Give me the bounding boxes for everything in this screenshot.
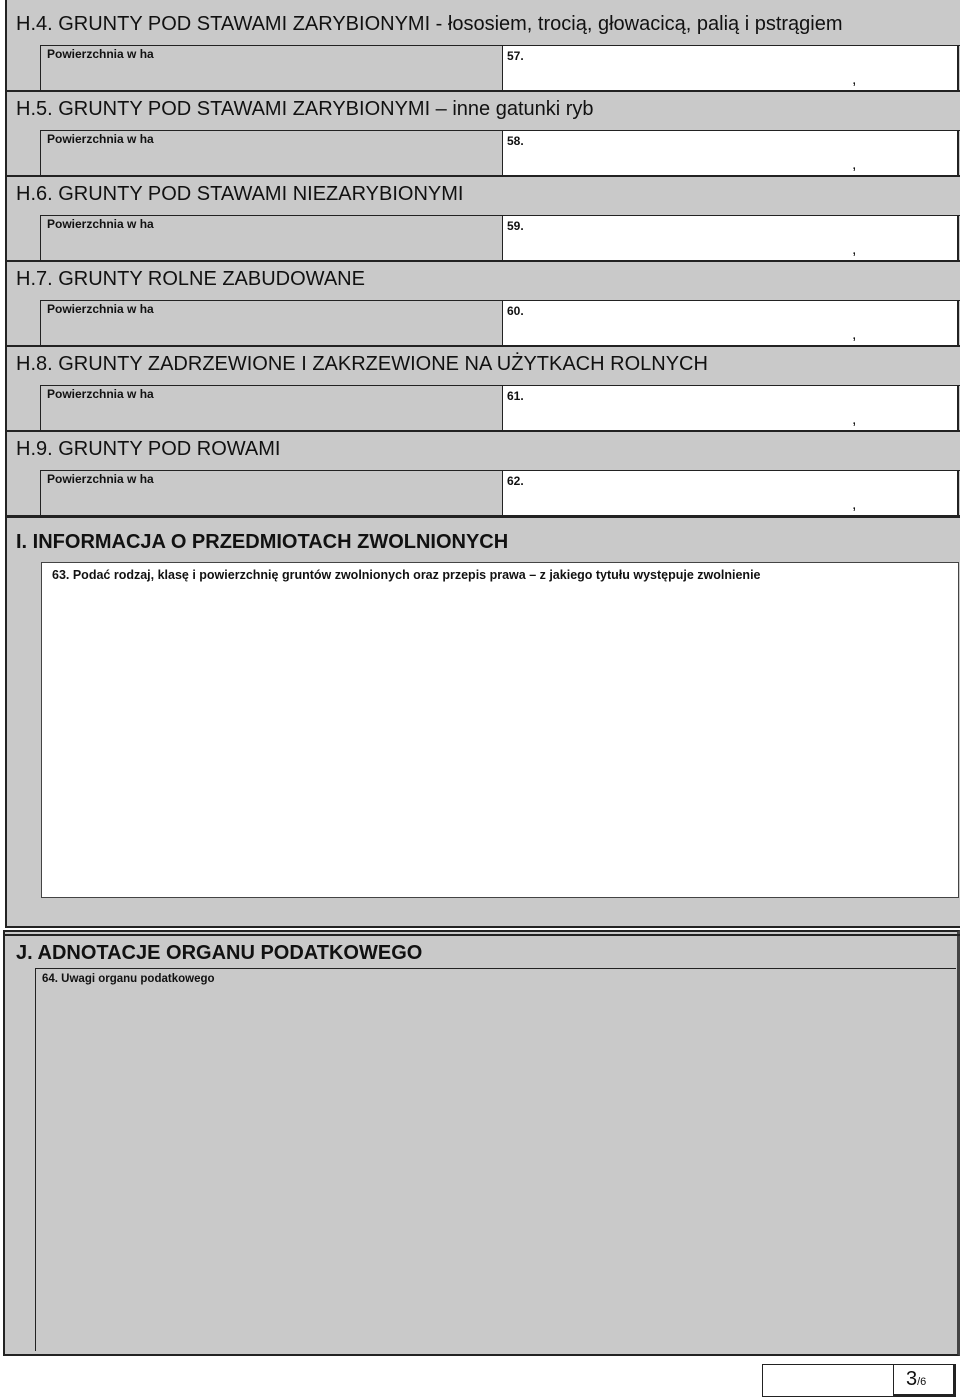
divider [957, 470, 959, 515]
divider [7, 430, 960, 432]
field-number-57: 57. [507, 49, 524, 63]
divider [957, 215, 959, 260]
section-h4-label: Powierzchnia w ha [47, 47, 154, 61]
section-h4-title: H.4. GRUNTY POD STAWAMI ZARYBIONYMI - łososiem, trocią, głowacicą, palią i pstrągiem [16, 13, 843, 35]
field-number-60: 60. [507, 304, 524, 318]
divider [40, 215, 41, 260]
decimal-comma: , [852, 326, 857, 343]
section-h5-label: Powierzchnia w ha [47, 132, 154, 146]
section-h9-label: Powierzchnia w ha [47, 472, 154, 486]
divider [957, 130, 959, 175]
area-input-57[interactable] [502, 46, 958, 90]
decimal-comma: , [852, 71, 857, 88]
area-input-59[interactable] [502, 216, 958, 260]
page-number [906, 1368, 926, 1391]
section-h7-title: H.7. GRUNTY ROLNE ZABUDOWANE [16, 268, 365, 290]
divider [40, 385, 41, 430]
section-h6-title: H.6. GRUNTY POD STAWAMI NIEZARYBIONYMI [16, 183, 464, 205]
divider [40, 130, 41, 175]
divider [7, 345, 960, 347]
area-input-62[interactable] [502, 471, 958, 515]
decimal-comma: , [852, 156, 857, 173]
section-h5-title: H.5. GRUNTY POD STAWAMI ZARYBIONYMI – inne gatunki ryb [16, 98, 594, 120]
section-j-title: J. ADNOTACJE ORGANU PODATKOWEGO [16, 942, 423, 964]
section-h8-title: H.8. GRUNTY ZADRZEWIONE I ZAKRZEWIONE NA UŻYTKACH ROLNYCH [16, 353, 708, 375]
field-64-label: 64. Uwagi organu podatkowego [42, 973, 215, 985]
section-i-title: I. INFORMACJA O PRZEDMIOTACH ZWOLNIONYCH [16, 531, 509, 553]
decimal-comma: , [852, 241, 857, 258]
divider [7, 175, 960, 177]
decimal-comma: , [852, 496, 857, 513]
divider [7, 260, 960, 262]
divider [40, 45, 41, 90]
decimal-comma: , [852, 411, 857, 428]
divider [7, 90, 960, 92]
section-i-field[interactable] [41, 562, 959, 898]
divider [35, 968, 956, 969]
area-input-60[interactable] [502, 301, 958, 345]
field-63-label: 63. Podać rodzaj, klasę i powierzchnię gruntów zwolnionych oraz przepis prawa – z jakiego tytułu występuje zwolnienie [52, 568, 761, 582]
divider [957, 385, 959, 430]
field-number-58: 58. [507, 134, 524, 148]
divider [957, 45, 959, 90]
section-h6-label: Powierzchnia w ha [47, 217, 154, 231]
divider [3, 934, 960, 936]
page-current: 3 [906, 1368, 918, 1390]
remarks-field[interactable] [36, 990, 954, 1350]
section-h7-label: Powierzchnia w ha [47, 302, 154, 316]
page-total: /6 [917, 1376, 927, 1388]
area-input-61[interactable] [502, 386, 958, 430]
field-number-59: 59. [507, 219, 524, 233]
divider [957, 300, 959, 345]
divider [40, 470, 41, 515]
section-h8-label: Powierzchnia w ha [47, 387, 154, 401]
divider [40, 300, 41, 345]
field-number-61: 61. [507, 389, 524, 403]
section-h9-title: H.9. GRUNTY POD ROWAMI [16, 438, 281, 460]
area-input-58[interactable] [502, 131, 958, 175]
field-number-62: 62. [507, 474, 524, 488]
